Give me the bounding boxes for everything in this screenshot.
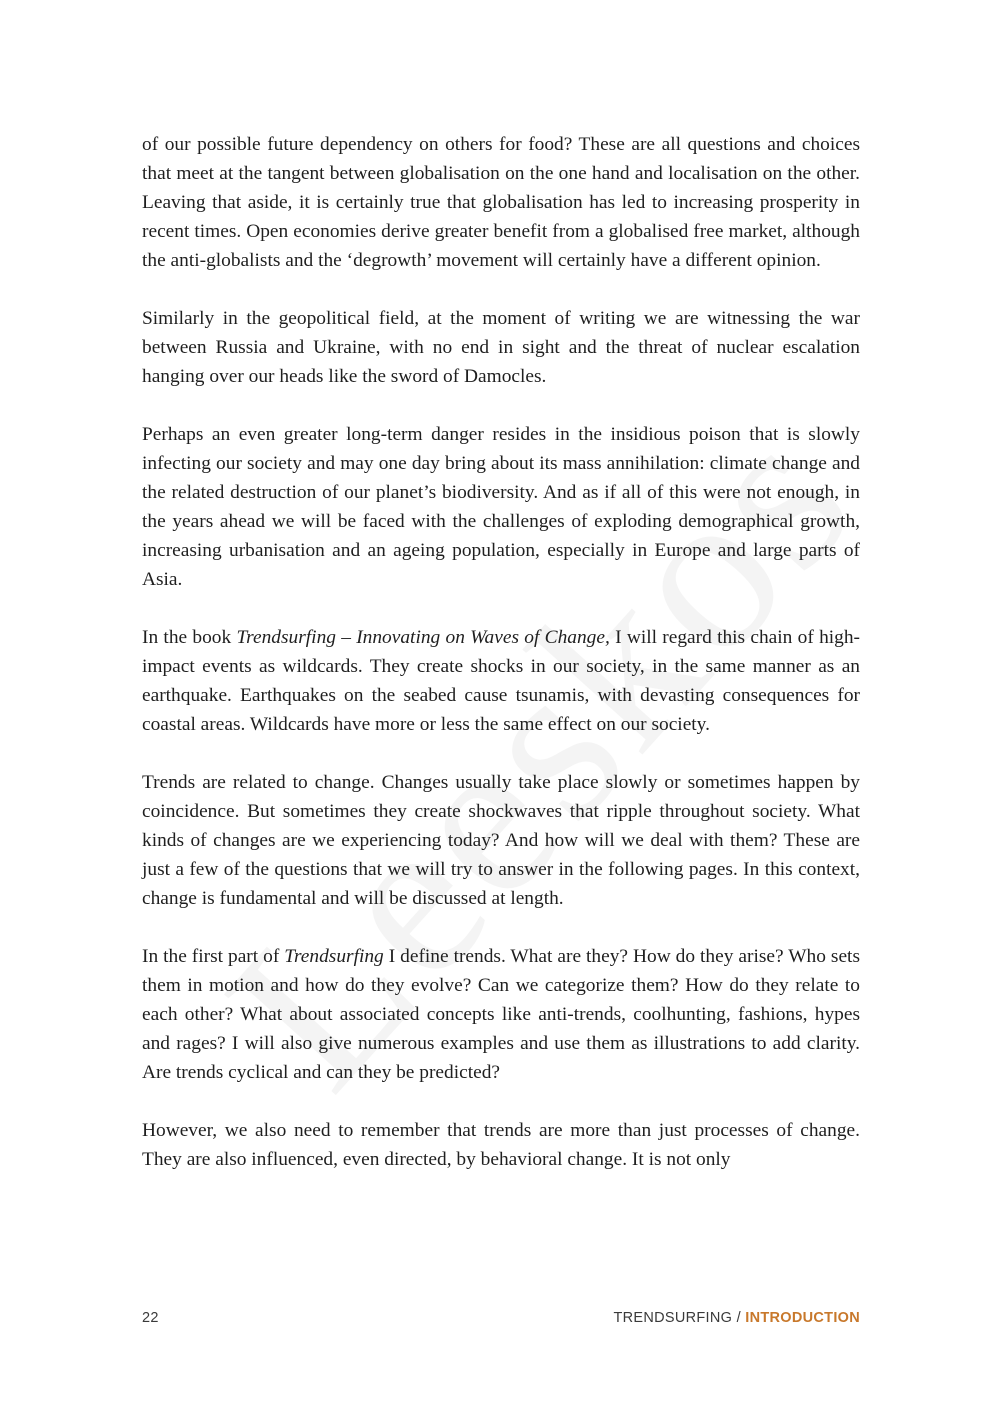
running-head — [613, 1310, 860, 1326]
paragraph-2 — [142, 304, 860, 391]
paragraph-6-text-end: I define trends. What are they? How do they arise? Who sets them in motion and how do they evolve? Can we categorize them? How do they relate to each other? What about associated concepts like anti-trends, coolhunting, fashions, hypes and rages? I will also give numerous examples and use them as illustrations to add clarity. Are trends cyclical and can they be predicted? — [142, 946, 860, 1083]
paragraph-3 — [142, 420, 860, 594]
running-head-title: TRENDSURFING — [613, 1310, 733, 1326]
paragraph-4 — [142, 623, 860, 739]
running-head-separator: / — [732, 1310, 746, 1326]
page-number: 22 — [142, 1310, 159, 1326]
paragraph-2-text: Similarly in the geopolitical field, at the moment of writing we are witnessing the war between Russia and Ukraine, with no end in sight and the threat of nuclear escalation hanging over our heads like the sword of Damocles. — [142, 308, 860, 387]
paragraph-6 — [142, 942, 860, 1087]
paragraph-1-text: of our possible future dependency on others for food? These are all questions and choices that meet at the tangent between globalisation on the one hand and localisation on the other. Leaving that aside, it is certainly true that globalisation has led to increasing prosperity in recent times. Open economies derive greater benefit from a globalised free market, although the anti-globalists and the ‘degrowth’ movement will certainly have a different opinion. — [142, 134, 860, 271]
running-head-section: INTRODUCTION — [745, 1310, 860, 1326]
paragraph-5-text: Trends are related to change. Changes usually take place slowly or sometimes happen by coincidence. But sometimes they create shockwaves that ripple throughout society. What kinds of changes are we experiencing today? And how will we deal with them? These are just a few of the questions that we will try to answer in the following pages. In this context, change is fundamental and will be discussed at length. — [142, 772, 860, 909]
paragraph-4-text-end: I will regard this chain of high-impact events as wildcards. They create shocks in our society, in the same manner as an earthquake. Earthquakes on the seabed cause tsunamis, with devasting consequences for coastal areas. Wildcards have more or less the same effect on our society. — [142, 627, 860, 735]
paragraph-6-text-start: In the first part of — [142, 946, 285, 967]
body-text — [142, 130, 860, 1174]
paragraph-4-text-start: In the book — [142, 627, 237, 648]
page-footer — [142, 1310, 860, 1332]
paragraph-3-text: Perhaps an even greater long-term danger resides in the insidious poison that is slowly infecting our society and may one day bring about its mass annihilation: climate change and the related destruction of our planet’s biodiversity. And as if all of this were not enough, in the years ahead we will be faced with the challenges of exploding demographical growth, increasing urbanisation and an ageing population, especially in Europe and large parts of Asia. — [142, 424, 860, 590]
paragraph-5 — [142, 768, 860, 913]
paragraph-7 — [142, 1116, 860, 1174]
paragraph-7-text: However, we also need to remember that trends are more than just processes of change. They are also influenced, even directed, by behavioral change. It is not only — [142, 1120, 860, 1170]
book-title-italic: Trendsurfing – Innovating on Waves of Change, — [236, 627, 610, 648]
paragraph-1 — [142, 130, 860, 275]
trendsurfing-italic: Trendsurfing — [284, 946, 384, 967]
